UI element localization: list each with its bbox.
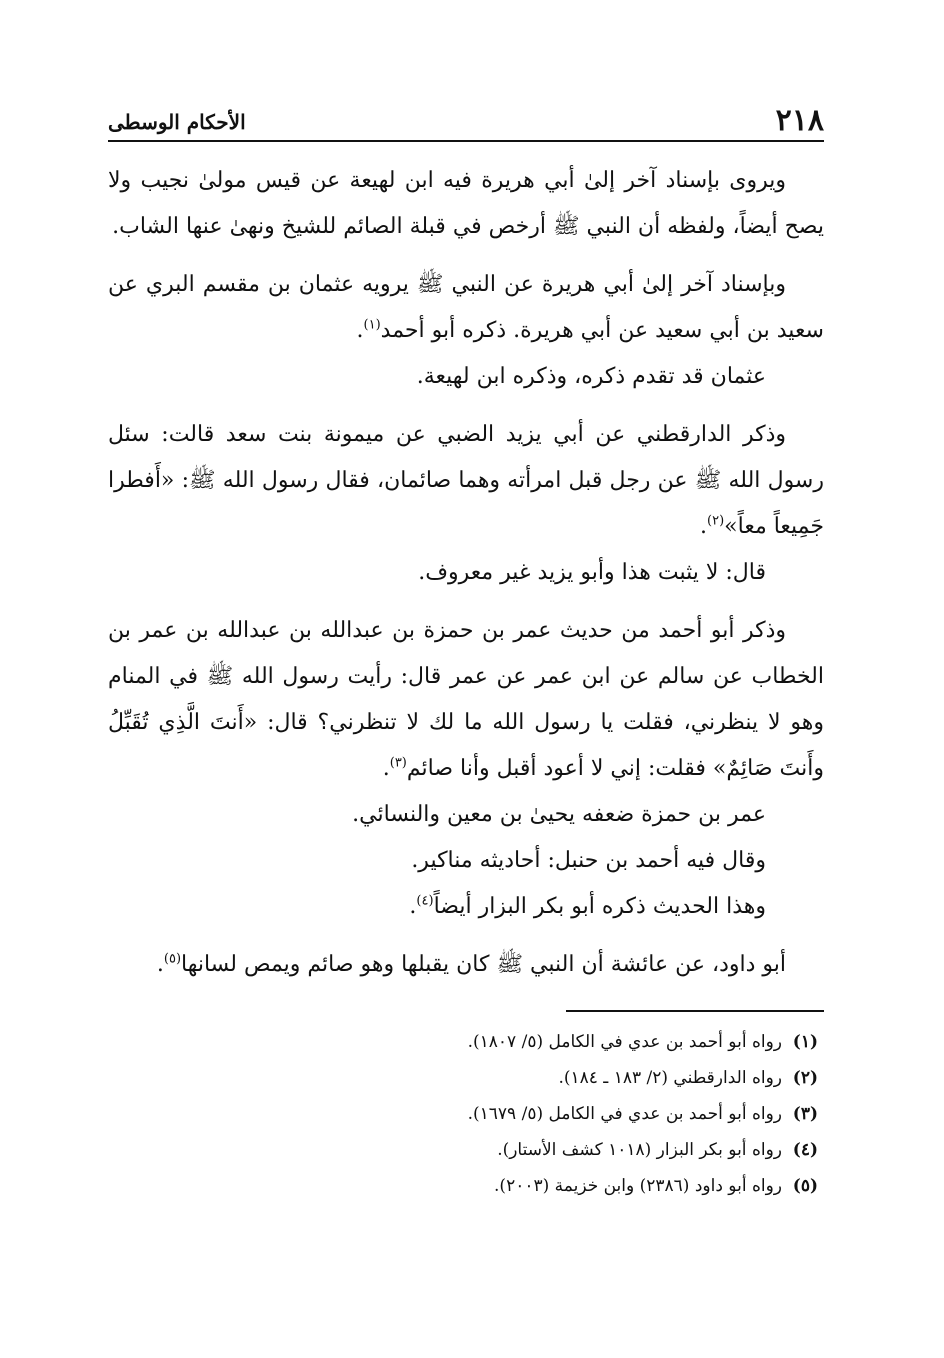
page-number: ٢١٨ xyxy=(775,103,824,138)
footnote-item xyxy=(108,1096,818,1132)
paragraph-6-text: وذكر أبو أحمد من حديث عمر بن حمزة بن عبدالله بن عبدالله بن عمر بن الخطاب عن سالم عن ابن عمر عن عمر قال: رأيت رسول الله ﷺ في المنام وهو لا ينظرني، فقلت يا رسول الله ما لك لا تنظرني؟ قال: «أَنتَ الَّذِي تُقَبِّلُ وأَنتَ صَائِمٌ» فقلت: إني لا أعود أقبل وأنا صائم xyxy=(108,618,824,781)
footnote-item xyxy=(108,1024,818,1060)
footnote-text: رواه أبو بكر البزار (١٠١٨ كشف الأستار). xyxy=(497,1140,782,1160)
book-page xyxy=(108,90,824,1330)
footnote-text: رواه أبو أحمد بن عدي في الكامل (٥/ ١٦٧٩). xyxy=(467,1104,782,1124)
footnote-number: (١) xyxy=(792,1032,818,1052)
book-title: الأحكام الوسطى xyxy=(108,110,246,134)
paragraph-2-text: وبإسناد آخر إلىٰ أبي هريرة عن النبي ﷺ يرويه عثمان بن مقسم البري عن سعيد بن أبي سعيد عن أبي هريرة. ذكره أبو أحمد xyxy=(108,272,824,343)
footnote-item xyxy=(108,1132,818,1168)
paragraph-9-text: وهذا الحديث ذكره أبو بكر البزار أيضاً xyxy=(433,894,766,919)
paragraph-5: قال: لا يثبت هذا وأبو يزيد غير معروف. xyxy=(418,560,766,585)
footnote-ref-1: (١) xyxy=(363,317,381,333)
paragraph-2: وبإسناد آخر إلىٰ أبي هريرة عن النبي ﷺ يرويه عثمان بن مقسم البري عن سعيد بن أبي سعيد عن أبي هريرة. ذكره أبو أحمد$^{(١)}$. xyxy=(108,272,824,343)
footnote-separator xyxy=(566,1010,824,1012)
footnote-ref-3: (٣) xyxy=(389,755,407,771)
paragraph-4: وذكر الدارقطني عن أبي يزيد الضبي عن ميمونة بنت سعد قالت: سئل رسول الله ﷺ عن رجل قبل امرأته وهما صائمان، فقال رسول الله ﷺ: «أَفطرا جَمِيعاً معاً»$^{(٢)}$. xyxy=(108,422,824,539)
footnote-number: (٣) xyxy=(792,1104,818,1124)
paragraph-6: وذكر أبو أحمد من حديث عمر بن حمزة بن عبدالله بن عبدالله بن عمر بن الخطاب عن سالم عن ابن عمر عن عمر قال: رأيت رسول الله ﷺ في المنام وهو لا ينظرني، فقلت يا رسول الله ما لك لا تنظرني؟ قال: «أَنتَ الَّذِي تُقَبِّلُ وأَنتَ صَائِمٌ» فقلت: إني لا أعود أقبل وأنا صائم$^{(٣)}$. xyxy=(108,618,824,781)
paragraph-9: وهذا الحديث ذكره أبو بكر البزار أيضاً$^{(٤)}$. xyxy=(409,893,766,919)
footnote-ref-4: (٤) xyxy=(416,893,434,909)
paragraph-3: عثمان قد تقدم ذكره، وذكره ابن لهيعة. xyxy=(416,364,766,389)
paragraph-7: عمر بن حمزة ضعفه يحيىٰ بن معين والنسائي. xyxy=(352,802,766,827)
footnote-number: (٥) xyxy=(792,1176,818,1196)
footnote-number: (٤) xyxy=(792,1140,818,1160)
paragraph-10: أبو داود، عن عائشة أن النبي ﷺ كان يقبلها وهو صائم ويمص لسانها$^{(٥)}$. xyxy=(156,951,786,977)
footnote-item xyxy=(108,1060,818,1096)
footnote-text: رواه أبو أحمد بن عدي في الكامل (٥/ ١٨٠٧). xyxy=(467,1032,782,1052)
paragraph-4-text: وذكر الدارقطني عن أبي يزيد الضبي عن ميمونة بنت سعد قالت: سئل رسول الله ﷺ عن رجل قبل امرأته وهما صائمان، فقال رسول الله ﷺ: «أَفطرا جَمِيعاً معاً» xyxy=(108,422,824,539)
footnote-number: (٢) xyxy=(792,1068,818,1088)
footnote-text: رواه الدارقطني (٢/ ١٨٣ ـ ١٨٤). xyxy=(558,1068,782,1088)
footnote-ref-2: (٢) xyxy=(707,513,725,529)
footnote-ref-5: (٥) xyxy=(163,951,182,967)
running-header xyxy=(108,90,824,142)
footnotes xyxy=(108,1024,824,1204)
footnote-text: رواه أبو داود (٢٣٨٦) وابن خزيمة (٢٠٠٣). xyxy=(494,1176,782,1196)
paragraph-1: ويروى بإسناد آخر إلىٰ أبي هريرة فيه ابن لهيعة عن قيس مولىٰ نجيب ولا يصح أيضاً، ولفظه أن النبي ﷺ أرخص في قبلة الصائم للشيخ ونهىٰ عنها الشاب. xyxy=(108,168,824,239)
footnote-item xyxy=(108,1168,818,1204)
paragraph-8: وقال فيه أحمد بن حنبل: أحاديثه مناكير. xyxy=(411,848,766,873)
main-text xyxy=(108,158,824,988)
paragraph-10-text: أبو داود، عن عائشة أن النبي ﷺ كان يقبلها وهو صائم ويمص لسانها xyxy=(181,952,786,977)
